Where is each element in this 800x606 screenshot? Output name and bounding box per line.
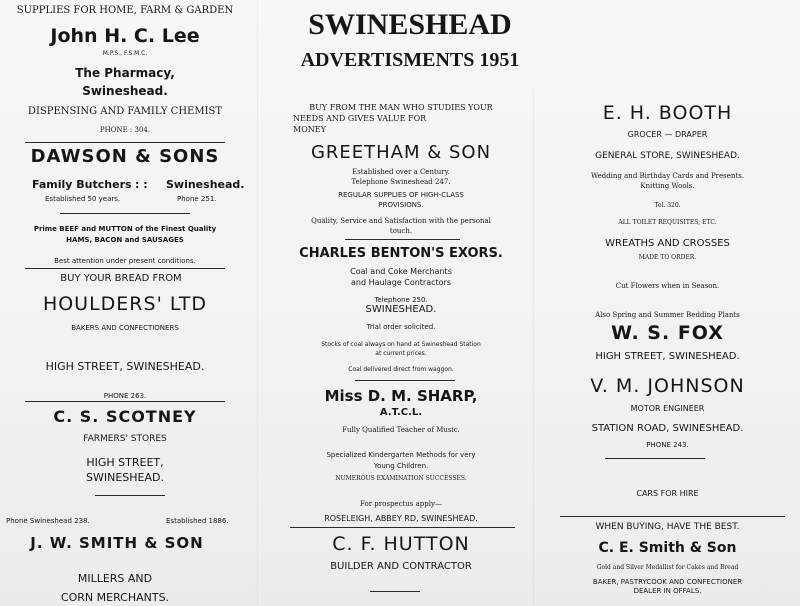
houlders-bakers: BAKERS AND CONFECTIONERS xyxy=(71,324,179,332)
sharp-quals: A.T.C.L. xyxy=(379,407,423,418)
dawson-colons: : : xyxy=(135,178,148,191)
lee-name: John H. C. Lee xyxy=(50,25,200,47)
greetham-buy-line2: NEEDS AND GIVES VALUE FOR xyxy=(293,114,427,123)
booth-toilet: ALL TOILET REQUISITES, ETC. xyxy=(618,219,717,226)
sharp-prospectus: For prospectus apply— xyxy=(360,500,442,508)
benton-trial: Trial order solicited. xyxy=(366,323,436,331)
page-title: SWINESHEAD xyxy=(308,8,512,41)
johnson-phone: PHONE 243. xyxy=(646,441,689,449)
ce-smith-baker: BAKER, PASTRYCOOK AND CONFECTIONER xyxy=(592,578,743,586)
benton-name: CHARLES BENTON'S EXORS. xyxy=(299,246,503,261)
lee-dispensing: DISPENSING AND FAMILY CHEMIST xyxy=(27,106,223,117)
johnson-name: V. M. JOHNSON xyxy=(590,375,745,397)
smith-phone: Phone Swineshead 238. xyxy=(6,517,90,525)
booth-tel: Tel. 320. xyxy=(654,202,681,209)
divider-left-1 xyxy=(25,142,225,143)
scotney-town: SWINESHEAD. xyxy=(86,471,164,484)
gutter-right xyxy=(533,90,534,606)
benton-stocks-line1: Stocks of coal always on hand at Swineshead Station xyxy=(321,341,481,348)
booth-made-to-order: MADE TO ORDER. xyxy=(638,254,697,261)
divider-left-3 xyxy=(25,268,225,269)
fox-address: HIGH STREET, SWINESHEAD. xyxy=(595,351,740,362)
dawson-family-butchers: Family Butchers xyxy=(32,178,132,191)
gutter-left xyxy=(257,0,258,606)
dawson-name: DAWSON & SONS xyxy=(30,146,220,167)
lee-phone: PHONE : 304. xyxy=(99,126,151,134)
benton-stocks-line2: at current prices. xyxy=(375,350,427,357)
divider-mid-3 xyxy=(290,527,515,528)
divider-right-2 xyxy=(560,516,785,517)
booth-knitting: Knitting Wools. xyxy=(640,182,695,190)
lee-pharmacy: The Pharmacy, xyxy=(75,66,175,80)
johnson-cars: CARS FOR HIRE xyxy=(636,489,699,498)
divider-left-2 xyxy=(60,213,190,214)
divider-right-1 xyxy=(605,458,705,459)
johnson-station-road: STATION ROAD, SWINESHEAD. xyxy=(591,423,744,434)
greetham-regular-line1: REGULAR SUPPLIES OF HIGH-CLASS xyxy=(338,191,464,199)
booth-bedding: Also Spring and Summer Bedding Plants xyxy=(595,311,740,319)
sharp-teacher: Fully Qualified Teacher of Music. xyxy=(342,426,460,434)
greetham-phone: Telephone Swineshead 247. xyxy=(351,178,451,186)
greetham-quality-line2: touch. xyxy=(389,227,413,235)
booth-cut-flowers: Cut Flowers when in Season. xyxy=(615,282,720,290)
smith-established: Established 1886. xyxy=(166,517,229,525)
scotney-farmers-stores: FARMERS' STORES xyxy=(83,434,167,444)
houlders-name: HOULDERS' LTD xyxy=(42,293,208,315)
booth-general-store: GENERAL STORE, SWINESHEAD. xyxy=(595,151,740,161)
johnson-motor: MOTOR ENGINEER xyxy=(630,404,705,413)
right-column xyxy=(540,0,795,606)
greetham-quality-line1: Quality, Service and Satisfaction with the personal xyxy=(311,217,491,225)
sharp-exam: NUMEROUS EXAMINATION SUCCESSES. xyxy=(335,475,467,482)
dawson-established: Established 50 years. xyxy=(45,195,121,203)
greetham-buy-line3: MONEY xyxy=(293,125,326,134)
sharp-kindergarten-line2: Young Children. xyxy=(373,462,429,470)
lee-pharmacy-town: Swineshead. xyxy=(82,84,168,98)
greetham-est: Established over a Century. xyxy=(352,168,450,176)
lee-supplies: SUPPLIES FOR HOME, FARM & GARDEN xyxy=(16,5,234,16)
lee-quals: M.P.S., F.S.M.C. xyxy=(102,50,148,57)
booth-wreaths: WREATHS AND CROSSES xyxy=(605,238,730,249)
sharp-kindergarten-line1: Specialized Kindergarten Methods for very xyxy=(326,451,476,459)
dawson-best-attention: Best attention under present conditions. xyxy=(54,257,196,265)
fox-name: W. S. FOX xyxy=(611,322,724,344)
ce-smith-name: C. E. Smith & Son xyxy=(598,540,737,556)
dawson-beef-line1: Prime BEEF and MUTTON of the Finest Quality xyxy=(33,225,217,233)
booth-name: E. H. BOOTH xyxy=(602,102,733,124)
dawson-phone: Phone 251. xyxy=(177,195,217,203)
benton-town: SWINESHEAD. xyxy=(365,304,437,315)
booth-wedding: Wedding and Birthday Cards and Presents. xyxy=(590,172,745,180)
hutton-builder: BUILDER AND CONTRACTOR xyxy=(330,561,472,572)
smith-corn: CORN MERCHANTS. xyxy=(60,591,170,604)
benton-phone: Telephone 250. xyxy=(374,296,428,304)
smith-name: J. W. SMITH & SON xyxy=(30,534,204,552)
greetham-regular-line2: PROVISIONS. xyxy=(378,201,424,209)
divider-left-5 xyxy=(95,495,165,496)
scotney-street: HIGH STREET, xyxy=(86,456,164,469)
houlders-address: HIGH STREET, SWINESHEAD. xyxy=(45,360,205,373)
greetham-buy-line1: BUY FROM THE MAN WHO STUDIES YOUR xyxy=(309,103,493,112)
middle-column xyxy=(275,0,527,606)
hutton-name: C. F. HUTTON xyxy=(332,533,470,555)
divider-left-4 xyxy=(25,401,225,402)
ce-smith-offals: DEALER IN OFFALS. xyxy=(633,587,702,595)
divider-mid-1 xyxy=(345,239,460,240)
benton-haulage: and Haulage Contractors xyxy=(350,278,451,287)
divider-mid-2 xyxy=(355,380,455,381)
page-subtitle: ADVERTISMENTS 1951 xyxy=(300,49,520,71)
left-column xyxy=(0,0,250,606)
benton-coal: Coal and Coke Merchants xyxy=(350,267,452,276)
smith-millers: MILLERS AND xyxy=(77,572,153,585)
divider-mid-4 xyxy=(370,591,420,592)
ce-smith-gold-silver: Gold and Silver Medallist for Cakes and Bread xyxy=(596,564,739,571)
sharp-name: Miss D. M. SHARP, xyxy=(324,387,478,405)
greetham-name: GREETHAM & SON xyxy=(310,142,492,163)
scotney-name: C. S. SCOTNEY xyxy=(53,407,197,426)
benton-delivered: Coal delivered direct from waggon. xyxy=(348,366,454,373)
dawson-town: Swineshead. xyxy=(166,178,245,191)
houlders-buy-bread: BUY YOUR BREAD FROM xyxy=(60,273,182,284)
booth-grocer: GROCER — DRAPER xyxy=(627,130,708,139)
dawson-beef-line2: HAMS, BACON and SAUSAGES xyxy=(66,236,184,244)
houlders-phone: PHONE 263. xyxy=(103,392,147,400)
ce-smith-when-buying: WHEN BUYING, HAVE THE BEST. xyxy=(595,522,740,532)
sharp-roseleigh: ROSELEIGH, ABBEY RD, SWINESHEAD. xyxy=(324,514,478,523)
